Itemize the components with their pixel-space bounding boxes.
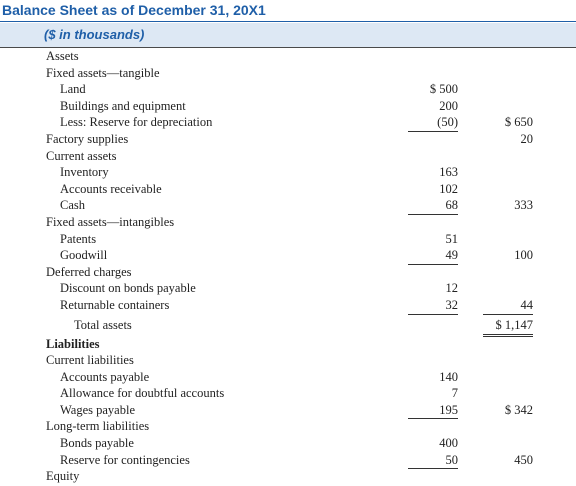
line-item-label: Allowance for doubtful accounts [60,386,225,401]
line-item-label: Accounts payable [60,369,150,384]
table-row [0,435,576,452]
title-rule [0,21,576,22]
total-amount: $ 650 [504,115,533,130]
table-row [0,369,576,386]
table-row [0,418,576,435]
line-item-label: Land [60,82,86,97]
total-amount: 44 [483,297,533,315]
line-item-label: Wages payable [60,402,135,417]
table-row [0,297,576,314]
total-assets-label: Total assets [74,317,132,332]
table-row [0,148,576,165]
detail-amount: 140 [439,369,458,384]
detail-amount: 163 [439,165,458,180]
group-heading: Fixed assets—intangibles [46,214,175,229]
total-amount: 450 [514,452,533,467]
total-amount: 20 [520,131,533,146]
group-heading: Current liabilities [46,353,134,368]
balance-sheet-table [0,48,576,485]
page-title: Balance Sheet as of December 31, 20X1 [2,2,266,18]
line-item-label: Discount on bonds payable [60,281,196,296]
subtitle: ($ in thousands) [44,27,145,42]
line-item-label: Returnable containers [60,297,170,312]
section-heading: Liabilities [46,336,100,351]
table-row [0,214,576,231]
table-row [0,114,576,131]
line-item-label: Bonds payable [60,436,134,451]
table-row [0,98,576,115]
table-row [0,352,576,369]
table-row [0,452,576,469]
table-row [0,264,576,281]
line-item-label: Accounts receivable [60,181,162,196]
table-row [0,197,576,214]
group-heading: Long-term liabilities [46,419,150,434]
line-item-label: Reserve for contingencies [60,452,190,467]
group-heading: Deferred charges [46,264,132,279]
total-assets-amount: $ 1,147 [483,316,533,337]
detail-amount: 195 [408,402,458,420]
table-row [0,468,576,485]
section-heading: Assets [46,49,79,63]
line-item-label: Patents [60,231,97,246]
group-heading: Equity [46,469,80,484]
table-row [0,65,576,82]
line-item-label: Factory supplies [46,131,129,146]
detail-amount: 12 [445,281,458,296]
subtitle-band [0,23,576,47]
detail-amount: 50 [408,452,458,470]
detail-amount: 51 [445,231,458,246]
table-row [0,164,576,181]
detail-amount: 7 [451,386,458,401]
total-amount: $ 342 [504,402,533,417]
total-amount: 333 [514,198,533,213]
table-row [0,336,576,353]
group-heading: Current assets [46,148,117,163]
line-item-label: Cash [60,198,85,213]
line-item-label: Buildings and equipment [60,98,186,113]
table-row [0,402,576,419]
detail-amount: 49 [408,247,458,265]
line-item-label: Goodwill [60,248,108,263]
detail-amount: 400 [439,436,458,451]
detail-amount: 200 [439,98,458,113]
line-item-label: Less: Reserve for depreciation [60,115,213,130]
table-row [0,314,576,336]
table-row [0,280,576,297]
table-row [0,247,576,264]
total-amount: 100 [514,248,533,263]
table-row [0,81,576,98]
detail-amount: 102 [439,181,458,196]
line-item-label: Inventory [60,165,109,180]
detail-amount: $ 500 [429,82,458,97]
table-row [0,385,576,402]
table-row [0,131,576,148]
detail-amount: 68 [408,197,458,215]
detail-amount: (50) [408,114,458,132]
group-heading: Fixed assets—tangible [46,65,160,80]
table-row [0,181,576,198]
table-row [0,231,576,248]
detail-amount: 32 [408,297,458,315]
table-row [0,48,576,65]
